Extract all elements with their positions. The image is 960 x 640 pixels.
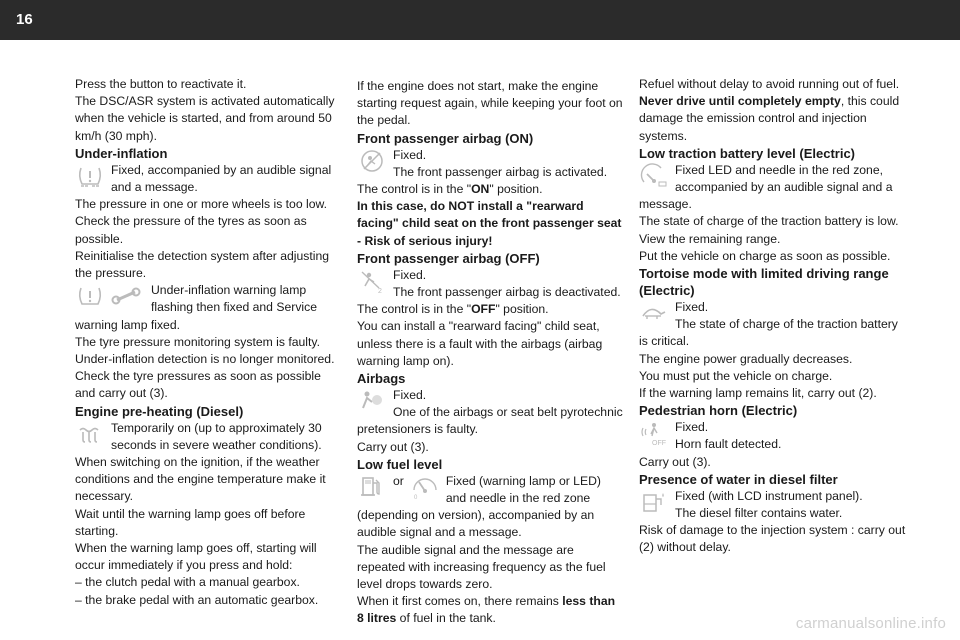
low-fuel-block [357, 473, 623, 542]
airbag-on-line: The front passenger airbag is activated. [393, 164, 608, 179]
fuel-text: When it first comes on, there remains [357, 594, 563, 609]
column-3 [639, 76, 907, 557]
body-line: You must put the vehicle on charge. [639, 368, 833, 383]
or-text: or [393, 473, 404, 488]
body-line: Reinitialise the detection system after adjusting the pressure. [75, 248, 330, 281]
watermark: carmanualsonline.info [795, 615, 946, 632]
fuel-gauge-icon [410, 474, 444, 504]
passenger-airbag-off-icon [357, 268, 391, 298]
intro-line: Press the button to reactivate it. [75, 77, 247, 91]
tortoise-lead: Fixed. [675, 300, 709, 315]
heading-low-fuel: Low fuel level [357, 456, 443, 472]
water-line: The diesel filter contains water. [675, 506, 843, 521]
airbags-lead: Fixed. [393, 388, 427, 403]
airbags-line: One of the airbags or seat belt pyrotechnic pretensioners is faulty. [357, 405, 623, 437]
pedestrian-horn-off-icon [639, 420, 673, 450]
heading-airbag-off: Front passenger airbag (OFF) [357, 250, 540, 266]
airbag-on-control [357, 181, 623, 198]
heading-low-battery: Low traction battery level (Electric) [639, 145, 856, 161]
body-line: Check the tyre pressures as soon as possible and carry out (3). [75, 369, 321, 401]
column-1 [75, 76, 337, 609]
body-line: If the warning lamp remains lit, carry out (2). [639, 386, 877, 401]
control-text: The control is in the " [357, 302, 472, 317]
preheat-lead: Temporarily on (up to approximately 30 seconds in severe weather conditions). [111, 420, 322, 452]
page-header [0, 0, 960, 40]
underinflation-block [75, 162, 337, 196]
intro-bold: Never drive until completely empty [639, 94, 841, 109]
airbags-body: Carry out (3). [357, 439, 429, 454]
airbag-on-lead: Fixed. [393, 147, 427, 162]
body-line: Under-inflation detection is no longer monitored. [75, 352, 335, 367]
control-value: OFF [471, 302, 496, 317]
heading-pedestrian-horn: Pedestrian horn (Electric) [639, 403, 798, 419]
horn-icon-label: OFF [652, 440, 666, 447]
airbag-icon [357, 388, 391, 418]
airbag-off-line: The front passenger airbag is deactivated. [393, 285, 621, 300]
intro-line [639, 76, 907, 145]
heading-airbags: Airbags [357, 371, 406, 387]
tyre-and-service-wrench-icons [75, 283, 147, 314]
intro-line: If the engine does not start, make the engine starting request again, while keeping your foot on the pedal. [357, 79, 623, 128]
tortoise-block [639, 299, 907, 351]
water-lead: Fixed (with LCD instrument panel). [675, 488, 863, 503]
airbag-off-block [357, 267, 623, 301]
passenger-airbag-on-icon [357, 148, 391, 178]
body-line: The pressure in one or more wheels is too low. [75, 197, 327, 212]
svg-text:0: 0 [413, 494, 418, 500]
preheat-block [75, 420, 337, 454]
water-body: Risk of damage to the injection system : carry out (2) without delay. [639, 523, 906, 555]
control-text: The control is in the " [357, 182, 472, 197]
body-line: Wait until the warning lamp goes off before starting. [75, 506, 306, 538]
body-line: Put the vehicle on charge as soon as possible. [639, 248, 891, 263]
control-text: " position. [495, 302, 549, 317]
airbag-on-warning [357, 198, 623, 250]
airbag-on-block [357, 147, 623, 181]
fuel-pump-icon [357, 474, 391, 504]
water-block [639, 488, 907, 522]
body-line: The tyre pressure monitoring system is faulty. [75, 334, 320, 349]
body-line: Check the pressure of the tyres as soon as possible. [75, 214, 307, 246]
heading-underinflation: Under-inflation [75, 145, 168, 161]
tortoise-icon [639, 300, 673, 330]
intro-text: Refuel without delay to avoid running out of fuel. [639, 77, 900, 91]
control-text: " position. [489, 182, 543, 197]
body-line: The engine power gradually decreases. [639, 351, 853, 366]
horn-body: Carry out (3). [639, 454, 711, 469]
list-item: – the brake pedal with an automatic gearbox. [75, 592, 319, 607]
page-number: 16 [16, 11, 33, 28]
column-2 [357, 78, 623, 628]
battery-lead: Fixed LED and needle in the red zone, accompanied by an audible signal and a message. [639, 162, 893, 212]
heading-water-in-filter: Presence of water in diesel filter [639, 471, 838, 487]
horn-block [639, 419, 907, 453]
fuel-text: of fuel in the tank. [396, 611, 496, 626]
airbag-off-control [357, 301, 623, 318]
heading-tortoise-mode: Tortoise mode with limited driving range (Electric) [639, 266, 889, 299]
airbags-block [357, 387, 623, 439]
body-line: When the warning lamp goes off, starting will occur immediately if you press and hold: [75, 541, 317, 573]
underinflation-lead: Fixed, accompanied by an audible signal and a message. [111, 162, 332, 195]
airbag-off-lead: Fixed. [393, 267, 427, 282]
horn-line: Horn fault detected. [675, 437, 782, 452]
fuel-amount: less than 8 litres [357, 594, 616, 626]
body-line: View the remaining range. [639, 231, 781, 246]
body-line: When switching on the ignition, if the weather conditions and the engine temperature make it necessary. [75, 455, 326, 504]
tortoise-line: The state of charge of the traction battery is critical. [639, 317, 898, 349]
low-fuel-lead: Fixed (warning lamp or LED) and needle in the red zone (depending on version), accompanied by an audible signal and a message. [357, 473, 601, 540]
tyre-pressure-warning-icon [75, 163, 109, 193]
control-value: ON [471, 182, 490, 197]
list-item: – the clutch pedal with a manual gearbox. [75, 575, 300, 590]
underinflation-fault-lead: Under-inflation warning lamp flashing then fixed and Service warning lamp fixed. [75, 283, 317, 332]
warning-text: In this case, do NOT install a "rearward facing" child seat on the front passenger seat - Risk of serious injury! [357, 199, 622, 248]
heading-airbag-on: Front passenger airbag (ON) [357, 130, 534, 146]
battery-gauge-icon [639, 163, 673, 193]
body-line: The state of charge of the traction battery is low. [639, 214, 899, 229]
battery-block [639, 162, 907, 214]
airbag-off-body: You can install a "rearward facing" child seat, unless there is a fault with the airbags (airbag warning lamp on). [357, 319, 603, 368]
low-fuel-last [357, 593, 623, 627]
horn-lead: Fixed. [675, 420, 709, 435]
intro-text: , this could damage the emission control and injection systems. [639, 94, 900, 143]
heading-preheating: Engine pre-heating (Diesel) [75, 403, 244, 419]
low-fuel-body: The audible signal and the message are repeated with increasing frequency as the fuel level drops towards zero. [357, 542, 606, 592]
water-in-diesel-icon [639, 489, 673, 519]
svg-text:2: 2 [378, 287, 382, 294]
intro-line: The DSC/ASR system is activated automatically when the vehicle is started, and from around 50 km/h (30 mph). [75, 94, 335, 143]
underinflation-fault-block [75, 282, 337, 334]
glow-plug-icon [75, 421, 109, 451]
